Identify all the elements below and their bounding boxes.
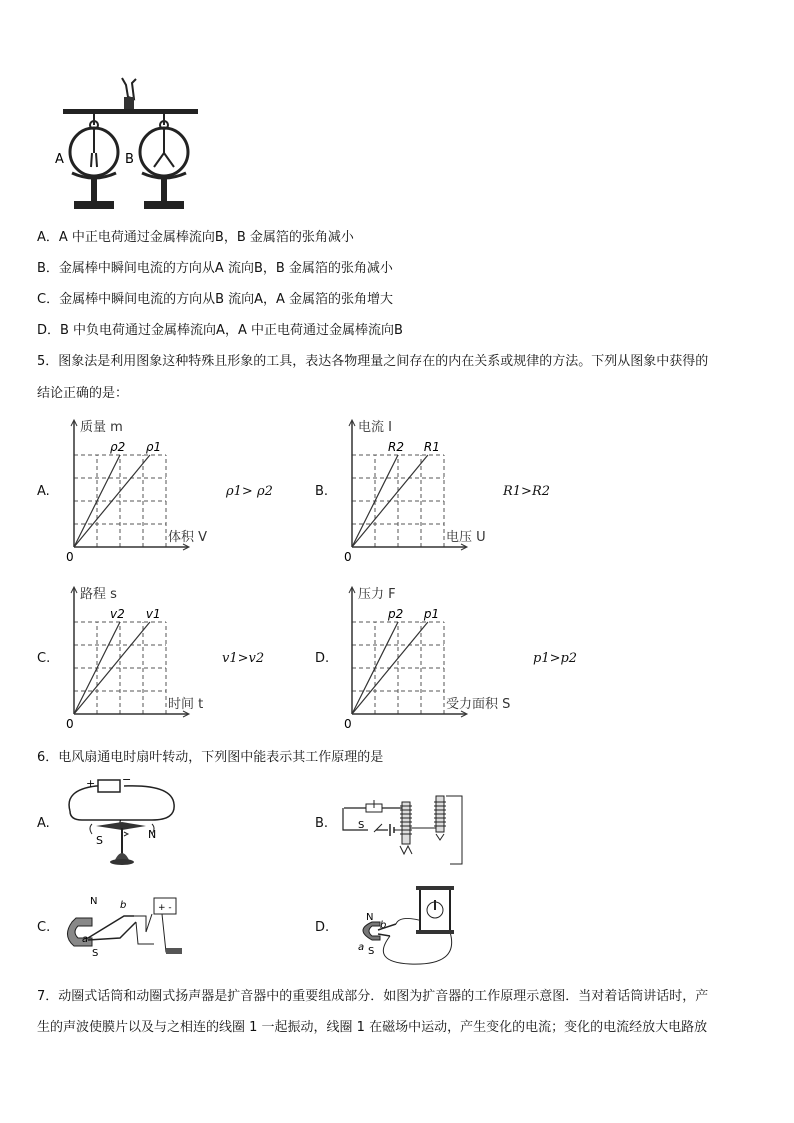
q5-relation-c: v1>v2	[222, 651, 265, 666]
q6-letter-d[interactable]: D.	[315, 920, 330, 935]
a-label: a	[82, 934, 89, 945]
q5-graph-d	[340, 582, 520, 732]
q4-option-a[interactable]: A．A 中正电荷通过金属棒流向B，B 金属箔的张角减小	[37, 230, 354, 245]
plus-sign: +	[86, 777, 96, 790]
y-axis-label: 压力 F	[358, 587, 396, 602]
north-label: N	[148, 828, 157, 841]
insulated-handle	[124, 97, 134, 109]
y-axis-label: 质量 m	[80, 420, 123, 435]
q5-relation-a: ρ1> ρ2	[226, 484, 273, 499]
series-label-1: p2	[388, 607, 404, 621]
coil-right	[434, 796, 446, 840]
q5-stem-line2: 结论正确的是：	[37, 386, 129, 401]
oersted-experiment-figure	[62, 776, 182, 868]
q5-letter-a[interactable]: A.	[37, 484, 50, 499]
q6-letter-a[interactable]: A.	[37, 816, 50, 831]
q7-line2: 生的声波使膜片以及与之相连的线圈 1 一起振动，线圈 1 在磁场中运动，产生变化的电流；变化的电流经放大电路放	[37, 1020, 708, 1035]
q6-letter-b[interactable]: B.	[315, 816, 329, 831]
q4-option-d[interactable]: D．B 中负电荷通过金属棒流向A，A 中正电荷通过金属棒流向B	[37, 323, 403, 338]
hand-holder	[122, 78, 136, 99]
switch-icon	[166, 948, 182, 954]
q6-stem: 6．电风扇通电时扇叶转动，下列图中能表示其工作原理的是	[37, 750, 384, 765]
series-label-2: v1	[145, 607, 161, 621]
metal-rod	[63, 109, 198, 114]
switch-label: S	[358, 820, 365, 831]
electroscope-figure	[50, 75, 210, 215]
horseshoe-magnet	[67, 918, 92, 946]
x-axis-label: 时间 t	[168, 697, 204, 712]
series-label-2: R1	[423, 440, 440, 454]
electroscope-b	[140, 114, 188, 209]
south-label: S	[368, 946, 375, 957]
q5-relation-d: p1>p2	[533, 651, 578, 666]
b-label: b	[380, 920, 387, 931]
q5-graph-b	[340, 415, 520, 565]
generator-principle-figure	[340, 884, 480, 974]
q5-letter-b[interactable]: B.	[315, 484, 329, 499]
south-label: S	[92, 948, 99, 959]
q5-relation-b: R1>R2	[503, 484, 551, 499]
a-label: a	[358, 942, 365, 953]
q7-line1: 7．动圈式话筒和动圈式扬声器是扩音器中的重要组成部分．如图为扩音器的工作原理示意图．当对着话筒讲话时，产	[37, 989, 709, 1004]
b-label: b	[120, 900, 127, 911]
q5-graph-a	[62, 415, 242, 565]
q6-letter-c[interactable]: C.	[37, 920, 51, 935]
motor-principle-figure	[62, 892, 192, 972]
label-b: B	[125, 152, 134, 167]
origin-label: 0	[344, 717, 352, 731]
q5-letter-c[interactable]: C.	[37, 651, 51, 666]
q5-stem-line1: 5．图象法是利用图象这种特殊且形象的工具，表达各物理量之间存在的内在关系或规律的方法。下列从图象中获得的	[37, 354, 709, 369]
origin-label: 0	[344, 550, 352, 564]
y-axis-label: 路程 s	[80, 587, 117, 602]
horseshoe-magnet	[363, 922, 380, 940]
q4-option-c[interactable]: C．金属棒中瞬间电流的方向从B 流向A，A 金属箔的张角增大	[37, 292, 394, 307]
svg-text:+ -: + -	[158, 903, 172, 913]
series-label-1: R2	[388, 440, 404, 454]
south-label: S	[96, 834, 103, 847]
origin-label: 0	[66, 550, 74, 564]
x-axis-label: 体积 V	[168, 530, 208, 545]
origin-label: 0	[66, 717, 74, 731]
north-label: N	[366, 912, 374, 923]
series-label-2: p1	[423, 607, 440, 621]
north-label: N	[90, 896, 98, 907]
minus-sign: −	[122, 776, 132, 786]
q4-option-b[interactable]: B．金属棒中瞬间电流的方向从A 流向B，B 金属箔的张角减小	[37, 261, 393, 276]
y-axis-label: 电流 I	[358, 420, 392, 435]
q5-letter-d[interactable]: D.	[315, 651, 330, 666]
x-axis-label: 电压 U	[446, 530, 486, 545]
series-label-1: v2	[110, 607, 125, 621]
label-a: A	[55, 152, 64, 167]
electromagnet-figure	[338, 788, 468, 868]
series-label-2: ρ1	[145, 440, 162, 454]
battery-icon	[98, 780, 120, 792]
x-axis-label: 受力面积 S	[446, 697, 511, 712]
series-label-1: ρ2	[110, 440, 126, 454]
electroscope-a	[70, 114, 118, 209]
q5-graph-c	[62, 582, 242, 732]
galvanometer-icon	[416, 886, 454, 934]
